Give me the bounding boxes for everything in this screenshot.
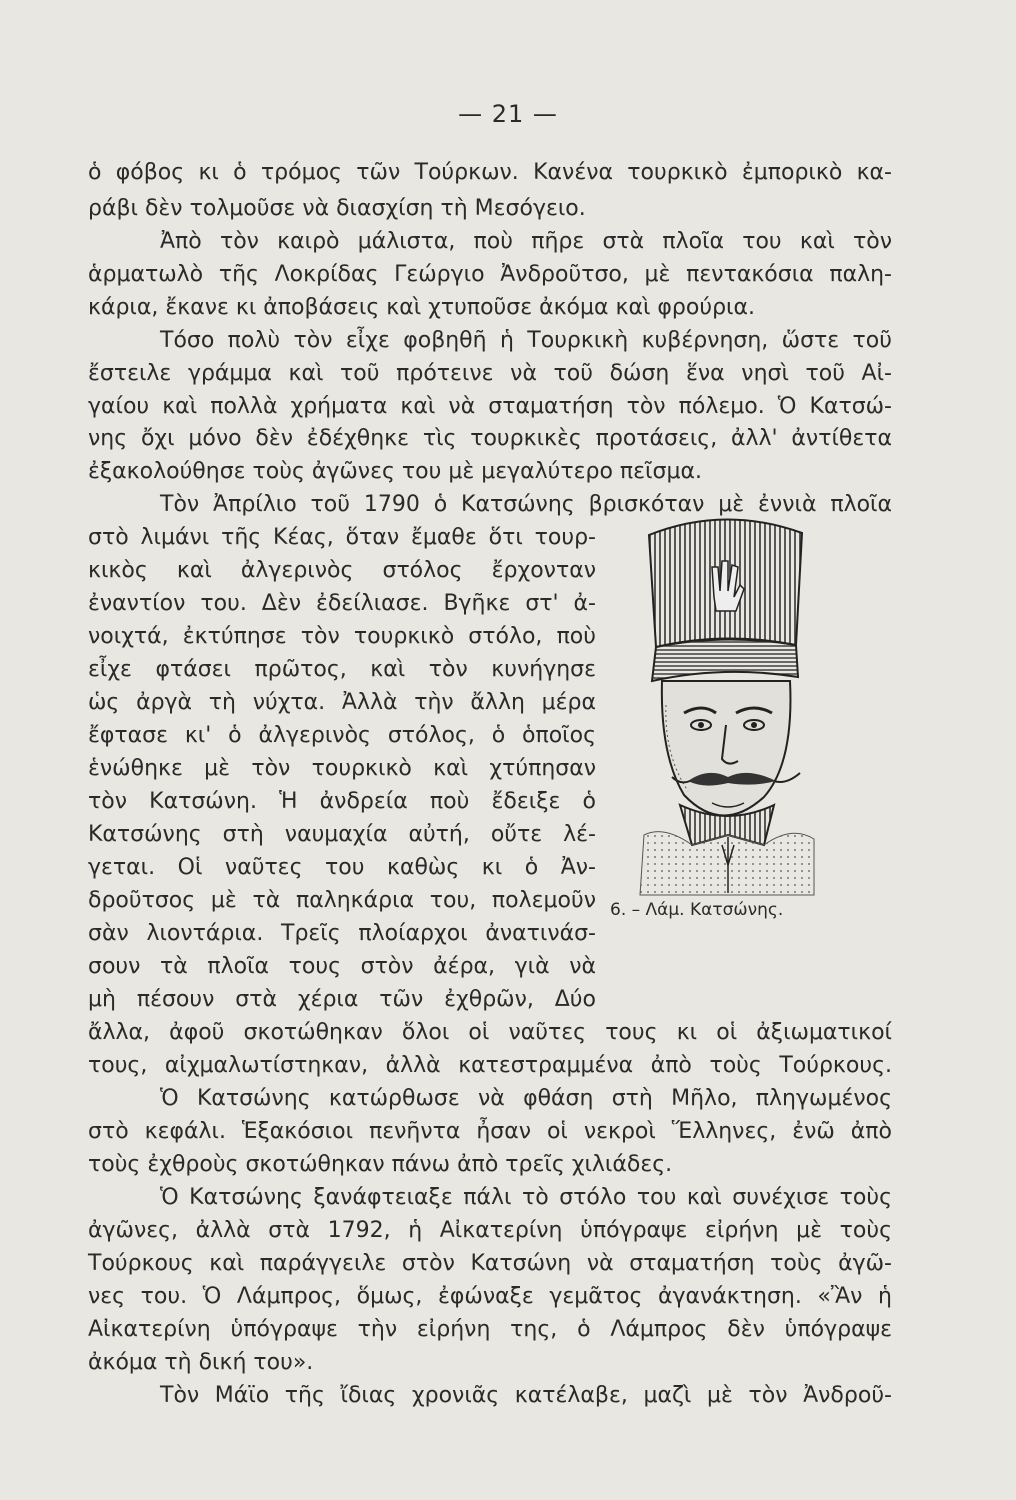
- text-line: τοὺς ἐχθροὺς σκοτώθηκαν πάνω ἀπὸ τρεῖς χιλιάδες.: [88, 1152, 673, 1177]
- text-line: εἶχε φτάσει πρῶτος, καὶ τὸν κυνήγησε: [88, 657, 596, 682]
- text-line: ὡς ἀργὰ τὴ νύχτα. Ἀλλὰ τὴν ἄλλη μέρα: [88, 690, 596, 715]
- text-line: Κατσώνης στὴ ναυμαχία αὐτή, οὔτε λέ-: [88, 822, 596, 847]
- text-line: νης ὄχι μόνο δὲν ἐδέχθηκε τὶς τουρκικὲς προτάσεις, ἀλλ' ἀντίθετα: [88, 426, 892, 451]
- text-line: σὰν λιοντάρια. Τρεῖς πλοίαρχοι ἀνατινάσ-: [88, 921, 596, 946]
- text-line: γεται. Οἱ ναῦτες του καθὼς κι ὁ Ἀν-: [88, 855, 596, 880]
- text-line: ἐξακολούθησε τοὺς ἀγῶνες του μὲ μεγαλύτερο πεῖσμα.: [88, 459, 702, 484]
- portrait-illustration: [604, 505, 844, 900]
- text-line: Τὸν Ἀπρίλιο τοῦ 1790 ὁ Κατσώνης βρισκόταν μὲ ἐννιὰ πλοῖα: [160, 492, 892, 517]
- text-line: ἀγῶνες, ἀλλὰ στὰ 1792, ἡ Αἰκατερίνη ὑπόγραψε εἰρήνη μὲ τοὺς: [88, 1218, 892, 1243]
- text-line: σουν τὰ πλοῖα τους στὸν ἀέρα, γιὰ νὰ: [88, 954, 596, 979]
- text-line: νοιχτά, ἐκτύπησε τὸν τουρκικὸ στόλο, ποὺ: [88, 624, 596, 649]
- text-line: νες του. Ὁ Λάμπρος, ὅμως, ἐφώναξε γεμᾶτος ἀγανάκτηση. «Ἂν ἡ: [88, 1284, 892, 1309]
- figure-caption: 6. – Λάμ. Κατσώνης.: [610, 900, 784, 920]
- text-line: ἀκόμα τὴ δική του».: [88, 1350, 314, 1375]
- text-line: Τόσο πολὺ τὸν εἶχε φοβηθῆ ἡ Τουρκικὴ κυβέρνηση, ὥστε τοῦ: [160, 328, 892, 353]
- text-line: κάρια, ἔκανε κι ἀποβάσεις καὶ χτυποῦσε ἀκόμα καὶ φρούρια.: [88, 295, 755, 320]
- text-line: ἐναντίον του. Δὲν ἐδείλιασε. Βγῆκε στ' ἀ-: [88, 591, 596, 616]
- text-line: Ὁ Κατσώνης ξανάφτειαξε πάλι τὸ στόλο του καὶ συνέχισε τοὺς: [160, 1185, 892, 1210]
- text-line: ἄλλα, ἀφοῦ σκοτώθηκαν ὅλοι οἱ ναῦτες τους κι οἱ ἀξιωματικοί: [88, 1020, 892, 1045]
- text-line: τους, αἰχμαλωτίστηκαν, ἀλλὰ κατεστραμμένα ἀπὸ τοὺς Τούρκους.: [88, 1053, 892, 1078]
- text-line: ράβι δὲν τολμοῦσε νὰ διασχίση τὴ Μεσόγειο.: [88, 196, 586, 221]
- text-line: Αἰκατερίνη ὑπόγραψε τὴν εἰρήνη της, ὁ Λάμπρος δὲν ὑπόγραψε: [88, 1317, 892, 1342]
- text-line: ἔστειλε γράμμα καὶ τοῦ πρότεινε νὰ τοῦ δώση ἕνα νησὶ τοῦ Αἰ-: [88, 361, 892, 386]
- text-line: ἑνώθηκε μὲ τὸν τουρκικὸ καὶ χτύπησαν: [88, 756, 596, 781]
- text-line: ἔφτασε κι' ὁ ἀλγερινὸς στόλος, ὁ ὁποῖος: [88, 723, 596, 748]
- text-line: ὁ φόβος κι ὁ τρόμος τῶν Τούρκων. Κανένα τουρκικὸ ἐμπορικὸ κα-: [88, 160, 892, 185]
- page-number: — 21 —: [458, 100, 558, 128]
- text-line: Ὁ Κατσώνης κατώρθωσε νὰ φθάση στὴ Μῆλο, πληγωμένος: [160, 1086, 892, 1111]
- text-line: Τὸν Μάϊο τῆς ἴδιας χρονιᾶς κατέλαβε, μαζὶ μὲ τὸν Ἀνδροῦ-: [160, 1383, 892, 1408]
- text-line: δροῦτσος μὲ τὰ παληκάρια του, πολεμοῦν: [88, 888, 596, 913]
- text-line: Ἀπὸ τὸν καιρὸ μάλιστα, ποὺ πῆρε στὰ πλοῖα του καὶ τὸν: [160, 229, 892, 254]
- text-line: στὸ λιμάνι τῆς Κέας, ὅταν ἔμαθε ὅτι τουρ-: [88, 525, 596, 550]
- text-line: μὴ πέσουν στὰ χέρια τῶν ἐχθρῶν, Δύο: [88, 987, 596, 1012]
- text-line: ἁρματωλὸ τῆς Λοκρίδας Γεώργιο Ἀνδροῦτσο, μὲ πεντακόσια παλη-: [88, 262, 892, 287]
- text-line: στὸ κεφάλι. Ἑξακόσιοι πενῆντα ἦσαν οἱ νεκροὶ Ἕλληνες, ἐνῶ ἀπὸ: [88, 1119, 892, 1144]
- text-line: γαίου καὶ πολλὰ χρήματα καὶ νὰ σταματήση τὸν πόλεμο. Ὁ Κατσώ-: [88, 394, 892, 419]
- text-line: Τούρκους καὶ παράγγειλε στὸν Κατσώνη νὰ σταματήση τοὺς ἀγῶ-: [88, 1251, 892, 1276]
- text-line: τὸν Κατσώνη. Ἡ ἀνδρεία ποὺ ἔδειξε ὁ: [88, 789, 596, 814]
- text-line: κικὸς καὶ ἀλγερινὸς στόλος ἔρχονταν: [88, 558, 596, 583]
